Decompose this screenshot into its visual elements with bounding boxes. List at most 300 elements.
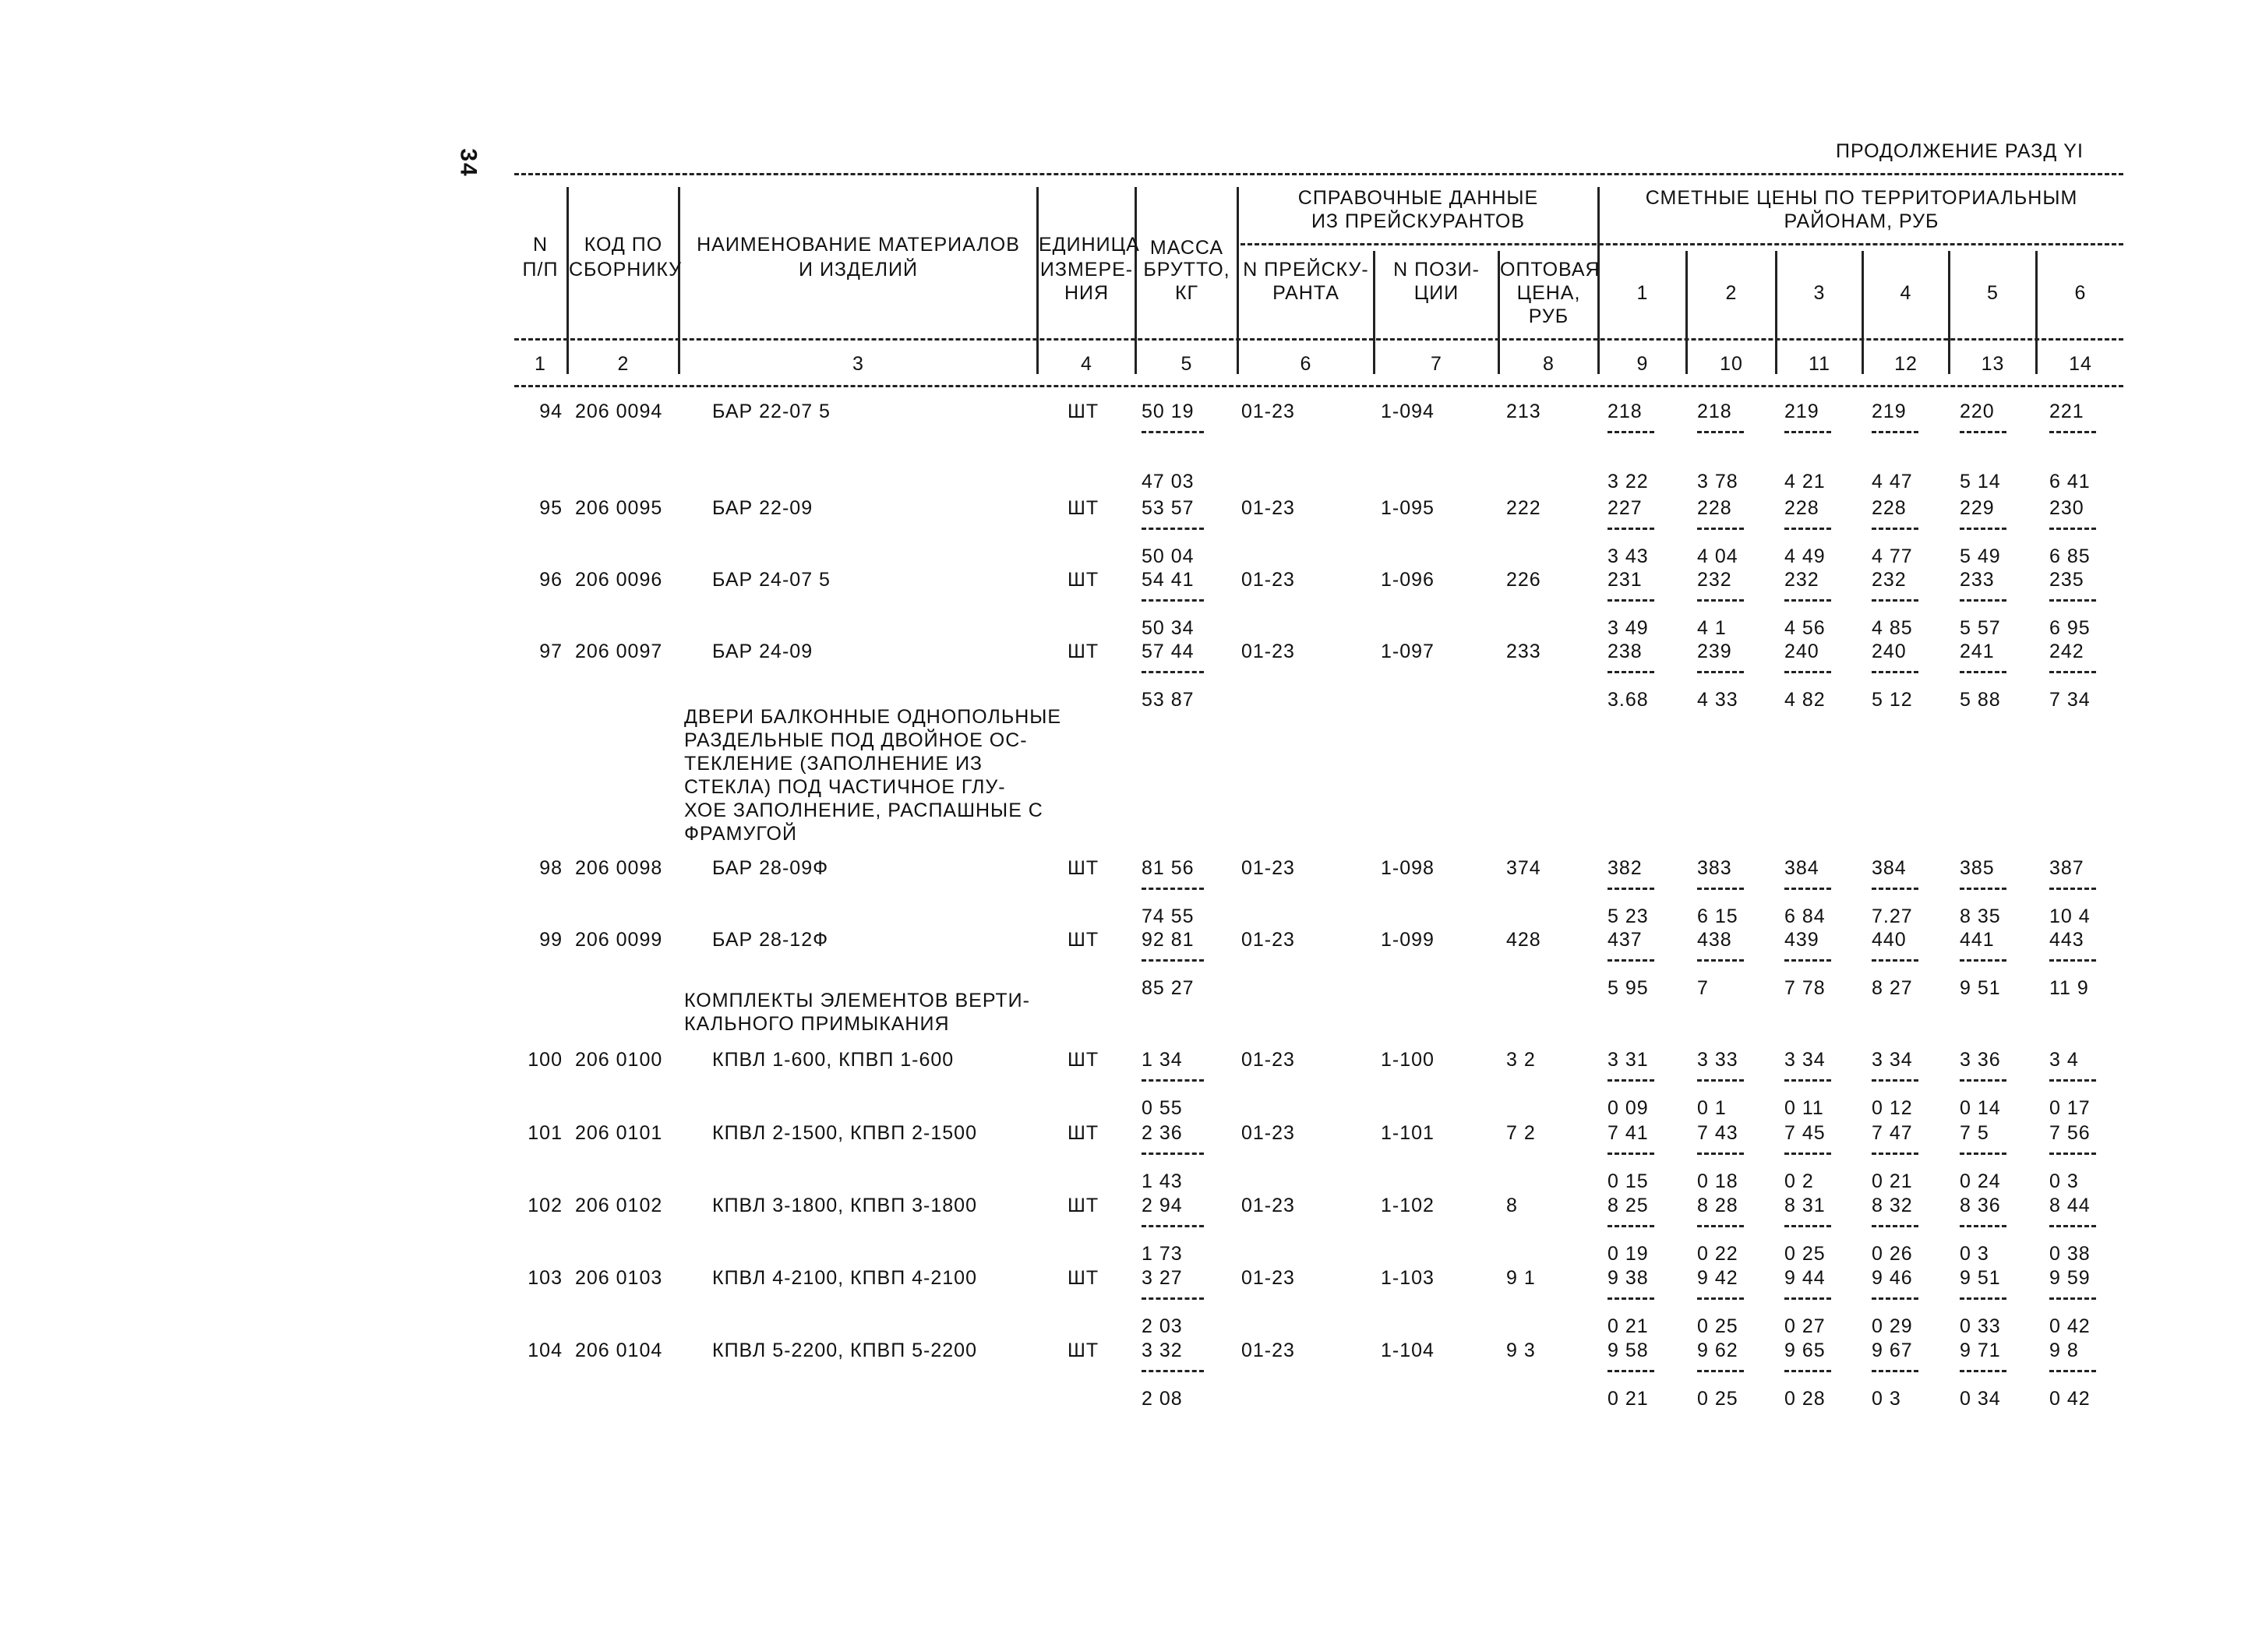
row-region-sub: 8 35 xyxy=(1960,905,2001,927)
row-name: КПВЛ 5-2200, КПВП 5-2200 xyxy=(712,1340,977,1361)
row-code: 206 0099 xyxy=(575,929,663,951)
row-region-price: 440 xyxy=(1872,929,1907,951)
rule-colnum-top xyxy=(514,338,2123,341)
row-position: 1-098 xyxy=(1381,857,1435,879)
row-region-price: 232 xyxy=(1784,569,1819,591)
row-code: 206 0103 xyxy=(575,1267,663,1289)
row-region-price: 232 xyxy=(1697,569,1732,591)
hdr-npp-1: N xyxy=(532,234,549,256)
row-region-price: 443 xyxy=(2049,929,2084,951)
column-number: 4 xyxy=(1081,353,1092,375)
row-region-sub: 0 21 xyxy=(1608,1315,1649,1337)
row-position: 1-096 xyxy=(1381,569,1435,591)
value-divider xyxy=(1960,1225,2006,1227)
row-region-price: 235 xyxy=(2049,569,2084,591)
row-region-price: 384 xyxy=(1872,857,1907,879)
value-divider xyxy=(1697,1297,1744,1300)
row-region-price: 9 59 xyxy=(2049,1267,2091,1289)
row-region-price: 385 xyxy=(1960,857,1995,879)
row-name: БАР 24-07 5 xyxy=(712,569,831,591)
row-wholesale-price: 226 xyxy=(1506,569,1541,591)
row-region-price: 9 71 xyxy=(1960,1340,2001,1361)
row-region-sub: 0 17 xyxy=(2049,1097,2091,1119)
value-divider xyxy=(2049,1079,2096,1082)
hdr-pos-1: N ПОЗИ- xyxy=(1393,259,1480,281)
row-region-sub: 0 34 xyxy=(1960,1388,2001,1410)
value-divider xyxy=(1784,528,1831,530)
row-region-price: 7 43 xyxy=(1697,1122,1738,1144)
row-region-price: 229 xyxy=(1960,497,1995,519)
row-position: 1-095 xyxy=(1381,497,1435,519)
row-mass: 3 32 xyxy=(1142,1340,1183,1361)
row-unit: ШТ xyxy=(1068,569,1099,591)
row-region-price: 9 44 xyxy=(1784,1267,1826,1289)
row-mass-sub: 1 73 xyxy=(1142,1243,1183,1265)
row-position: 1-104 xyxy=(1381,1340,1435,1361)
row-region-sub: 0 3 xyxy=(1960,1243,1989,1265)
row-mass: 54 41 xyxy=(1142,569,1195,591)
row-region-price: 238 xyxy=(1608,641,1643,662)
row-region-price: 228 xyxy=(1872,497,1907,519)
value-divider xyxy=(1608,528,1654,530)
row-wholesale-price: 428 xyxy=(1506,929,1541,951)
value-divider xyxy=(1697,1370,1744,1372)
value-divider xyxy=(2049,888,2096,890)
row-region-sub: 0 33 xyxy=(1960,1315,2001,1337)
value-divider xyxy=(1784,599,1831,602)
value-divider xyxy=(1872,1225,1918,1227)
row-region-sub: 9 51 xyxy=(1960,977,2001,999)
row-number: 100 xyxy=(528,1049,563,1071)
row-code: 206 0104 xyxy=(575,1340,663,1361)
row-region-sub: 6 84 xyxy=(1784,905,1826,927)
row-region-price: 230 xyxy=(2049,497,2084,519)
column-number: 8 xyxy=(1543,353,1555,375)
row-pricelist: 01-23 xyxy=(1241,1267,1295,1289)
row-region-price: 7 56 xyxy=(2049,1122,2091,1144)
row-region-price: 231 xyxy=(1608,569,1643,591)
value-divider xyxy=(1784,1297,1831,1300)
hdr-npp-2: П/П xyxy=(522,259,559,281)
row-region-price: 232 xyxy=(1872,569,1907,591)
value-divider xyxy=(1142,1153,1204,1155)
row-region-sub: 5 57 xyxy=(1960,617,2001,639)
row-number: 98 xyxy=(539,857,563,879)
value-divider xyxy=(1697,431,1744,433)
row-position: 1-101 xyxy=(1381,1122,1435,1144)
column-number: 2 xyxy=(617,353,630,375)
row-region-price: 227 xyxy=(1608,497,1643,519)
row-unit: ШТ xyxy=(1068,1195,1099,1216)
row-name: КПВЛ 1-600, КПВП 1-600 xyxy=(712,1049,955,1071)
value-divider xyxy=(1960,599,2006,602)
row-position: 1-099 xyxy=(1381,929,1435,951)
value-divider xyxy=(1872,1370,1918,1372)
row-position: 1-100 xyxy=(1381,1049,1435,1071)
hdr-price-1: ОПТОВАЯ xyxy=(1500,259,1600,281)
row-name: КПВЛ 3-1800, КПВП 3-1800 xyxy=(712,1195,977,1216)
row-region-price: 228 xyxy=(1697,497,1732,519)
row-region-sub: 0 09 xyxy=(1608,1097,1649,1119)
column-number: 14 xyxy=(2069,353,2092,375)
row-region-sub: 0 19 xyxy=(1608,1243,1649,1265)
row-region-price: 9 38 xyxy=(1608,1267,1649,1289)
row-unit: ШТ xyxy=(1068,1122,1099,1144)
row-region-price: 241 xyxy=(1960,641,1995,662)
rule-colnum-bottom xyxy=(514,385,2123,387)
row-region-price: 3 36 xyxy=(1960,1049,2001,1071)
row-wholesale-price: 213 xyxy=(1506,401,1541,422)
hdr-code-2: СБОРНИКУ xyxy=(569,259,683,281)
value-divider xyxy=(2049,599,2096,602)
row-mass-sub: 2 08 xyxy=(1142,1388,1183,1410)
row-region-sub: 0 22 xyxy=(1697,1243,1738,1265)
group-title-doors: ДВЕРИ БАЛКОННЫЕ ОДНОПОЛЬНЫЕ xyxy=(684,706,1062,728)
row-wholesale-price: 3 2 xyxy=(1506,1049,1536,1071)
row-unit: ШТ xyxy=(1068,497,1099,519)
row-pricelist: 01-23 xyxy=(1241,1122,1295,1144)
value-divider xyxy=(1608,1153,1654,1155)
hdr-price-2: ЦЕНА, xyxy=(1516,282,1581,304)
hdr-pos-2: ЦИИ xyxy=(1413,282,1459,304)
row-region-sub: 8 27 xyxy=(1872,977,1913,999)
row-code: 206 0096 xyxy=(575,569,663,591)
row-region-sub: 0 21 xyxy=(1872,1170,1913,1192)
row-region-price: 439 xyxy=(1784,929,1819,951)
group-title-doors: ТЕКЛЕНИЕ (ЗАПОЛНЕНИЕ ИЗ xyxy=(684,753,983,775)
row-region-sub: 10 4 xyxy=(2049,905,2091,927)
row-region-sub: 5 95 xyxy=(1608,977,1649,999)
row-code: 206 0094 xyxy=(575,401,663,422)
row-region-sub: 0 25 xyxy=(1697,1388,1738,1410)
value-divider xyxy=(1784,888,1831,890)
row-pricelist: 01-23 xyxy=(1241,929,1295,951)
row-region-sub: 0 27 xyxy=(1784,1315,1826,1337)
value-divider xyxy=(1960,431,2006,433)
row-number: 94 xyxy=(539,401,563,422)
row-mass: 2 36 xyxy=(1142,1122,1183,1144)
row-unit: ШТ xyxy=(1068,857,1099,879)
row-mass-sub: 50 34 xyxy=(1142,617,1195,639)
row-region-sub: 0 24 xyxy=(1960,1170,2001,1192)
row-unit: ШТ xyxy=(1068,929,1099,951)
group-title-doors: ФРАМУГОЙ xyxy=(684,823,797,845)
row-mass: 57 44 xyxy=(1142,641,1195,662)
rule-group xyxy=(1240,243,2123,245)
value-divider xyxy=(1872,599,1918,602)
row-region-price: 387 xyxy=(2049,857,2084,879)
hdr-mass-2: БРУТТО, xyxy=(1143,259,1230,281)
section-continuation: ПРОДОЛЖЕНИЕ РАЗД YI xyxy=(1836,140,2084,162)
value-divider xyxy=(1784,959,1831,962)
row-region-sub: 0 3 xyxy=(1872,1388,1901,1410)
row-mass: 50 19 xyxy=(1142,401,1195,422)
row-region-sub: 4 77 xyxy=(1872,545,1913,567)
value-divider xyxy=(1697,959,1744,962)
vrule xyxy=(1036,187,1039,374)
row-unit: ШТ xyxy=(1068,641,1099,662)
region-header: 3 xyxy=(1813,282,1826,304)
row-number: 96 xyxy=(539,569,563,591)
row-region-price: 240 xyxy=(1784,641,1819,662)
row-region-sub: 0 15 xyxy=(1608,1170,1649,1192)
column-number: 6 xyxy=(1300,353,1312,375)
row-region-sub: 0 12 xyxy=(1872,1097,1913,1119)
row-code: 206 0098 xyxy=(575,857,663,879)
row-region-sub: 5 88 xyxy=(1960,689,2001,711)
row-pricelist: 01-23 xyxy=(1241,1340,1295,1361)
value-divider xyxy=(1784,1079,1831,1082)
row-region-sub: 3.68 xyxy=(1608,689,1649,711)
row-region-price: 384 xyxy=(1784,857,1819,879)
hdr-ref-1: СПРАВОЧНЫЕ ДАННЫЕ xyxy=(1297,187,1539,209)
row-region-price: 9 65 xyxy=(1784,1340,1826,1361)
value-divider xyxy=(1142,1297,1204,1300)
row-region-sub: 7 xyxy=(1697,977,1709,999)
value-divider xyxy=(1142,599,1204,602)
hdr-code-1: КОД ПО xyxy=(584,234,663,256)
row-region-sub: 0 42 xyxy=(2049,1388,2091,1410)
value-divider xyxy=(1608,1225,1654,1227)
value-divider xyxy=(1608,959,1654,962)
row-name: БАР 22-07 5 xyxy=(712,401,831,422)
value-divider xyxy=(1608,888,1654,890)
hdr-mass-1: МАССА xyxy=(1149,237,1224,259)
row-wholesale-price: 233 xyxy=(1506,641,1541,662)
row-unit: ШТ xyxy=(1068,1049,1099,1071)
value-divider xyxy=(2049,1153,2096,1155)
row-name: БАР 28-09Ф xyxy=(712,857,829,879)
row-mass-sub: 2 03 xyxy=(1142,1315,1183,1337)
row-region-sub: 3 49 xyxy=(1608,617,1649,639)
value-divider xyxy=(1960,1079,2006,1082)
row-region-sub: 5 12 xyxy=(1872,689,1913,711)
row-region-price: 382 xyxy=(1608,857,1643,879)
row-region-price: 220 xyxy=(1960,401,1995,422)
value-divider xyxy=(1608,1079,1654,1082)
row-region-sub: 3 22 xyxy=(1608,471,1649,492)
rule-top xyxy=(514,173,2123,175)
row-region-sub: 4 56 xyxy=(1784,617,1826,639)
row-pricelist: 01-23 xyxy=(1241,569,1295,591)
row-position: 1-094 xyxy=(1381,401,1435,422)
row-region-sub: 4 1 xyxy=(1697,617,1727,639)
row-wholesale-price: 222 xyxy=(1506,497,1541,519)
row-number: 102 xyxy=(528,1195,563,1216)
value-divider xyxy=(2049,671,2096,673)
row-region-price: 9 62 xyxy=(1697,1340,1738,1361)
row-mass: 81 56 xyxy=(1142,857,1195,879)
region-header: 4 xyxy=(1900,282,1912,304)
column-number: 9 xyxy=(1636,353,1649,375)
row-mass-sub: 50 04 xyxy=(1142,545,1195,567)
value-divider xyxy=(1960,1297,2006,1300)
row-region-price: 240 xyxy=(1872,641,1907,662)
value-divider xyxy=(1697,1153,1744,1155)
row-pricelist: 01-23 xyxy=(1241,1195,1295,1216)
region-header: 1 xyxy=(1636,282,1649,304)
row-region-sub: 5 23 xyxy=(1608,905,1649,927)
row-code: 206 0100 xyxy=(575,1049,663,1071)
row-region-sub: 6 15 xyxy=(1697,905,1738,927)
row-region-price: 8 28 xyxy=(1697,1195,1738,1216)
value-divider xyxy=(1784,431,1831,433)
row-region-price: 383 xyxy=(1697,857,1732,879)
value-divider xyxy=(1872,888,1918,890)
hdr-unit-2: ИЗМЕРЕ- xyxy=(1039,259,1134,281)
row-region-sub: 0 14 xyxy=(1960,1097,2001,1119)
row-region-sub: 0 29 xyxy=(1872,1315,1913,1337)
column-number: 5 xyxy=(1180,353,1193,375)
group-title-doors: ХОЕ ЗАПОЛНЕНИЕ, РАСПАШНЫЕ С xyxy=(684,800,1043,821)
row-code: 206 0095 xyxy=(575,497,663,519)
row-unit: ШТ xyxy=(1068,401,1099,422)
group-title-doors: РАЗДЕЛЬНЫЕ ПОД ДВОЙНОЕ ОС- xyxy=(684,729,1028,751)
row-region-sub: 4 04 xyxy=(1697,545,1738,567)
row-wholesale-price: 9 1 xyxy=(1506,1267,1536,1289)
row-region-price: 8 25 xyxy=(1608,1195,1649,1216)
value-divider xyxy=(1697,888,1744,890)
value-divider xyxy=(1142,528,1204,530)
hdr-name-2: И ИЗДЕЛИЙ xyxy=(799,259,918,281)
row-region-price: 7 41 xyxy=(1608,1122,1649,1144)
row-number: 104 xyxy=(528,1340,563,1361)
row-region-price: 7 45 xyxy=(1784,1122,1826,1144)
row-wholesale-price: 7 2 xyxy=(1506,1122,1536,1144)
row-region-price: 3 33 xyxy=(1697,1049,1738,1071)
value-divider xyxy=(1872,1297,1918,1300)
group-title-doors: СТЕКЛА) ПОД ЧАСТИЧНОЕ ГЛУ- xyxy=(684,776,1006,798)
row-wholesale-price: 9 3 xyxy=(1506,1340,1536,1361)
region-header: 5 xyxy=(1987,282,1999,304)
row-unit: ШТ xyxy=(1068,1340,1099,1361)
row-region-price: 219 xyxy=(1784,401,1819,422)
row-region-sub: 0 25 xyxy=(1697,1315,1738,1337)
row-number: 101 xyxy=(528,1122,563,1144)
row-number: 103 xyxy=(528,1267,563,1289)
value-divider xyxy=(2049,1370,2096,1372)
row-mass: 92 81 xyxy=(1142,929,1195,951)
value-divider xyxy=(1142,671,1204,673)
value-divider xyxy=(2049,959,2096,962)
row-region-price: 3 34 xyxy=(1784,1049,1826,1071)
row-region-price: 239 xyxy=(1697,641,1732,662)
row-region-price: 9 46 xyxy=(1872,1267,1913,1289)
row-region-sub: 6 95 xyxy=(2049,617,2091,639)
value-divider xyxy=(1960,1153,2006,1155)
row-region-sub: 4 21 xyxy=(1784,471,1826,492)
row-pricelist: 01-23 xyxy=(1241,401,1295,422)
value-divider xyxy=(1697,1079,1744,1082)
row-wholesale-price: 8 xyxy=(1506,1195,1518,1216)
row-mass: 2 94 xyxy=(1142,1195,1183,1216)
row-pricelist: 01-23 xyxy=(1241,497,1295,519)
value-divider xyxy=(1142,431,1204,433)
value-divider xyxy=(1142,1370,1204,1372)
value-divider xyxy=(1784,1370,1831,1372)
value-divider xyxy=(1872,1079,1918,1082)
row-mass-sub: 47 03 xyxy=(1142,471,1195,492)
row-region-price: 3 31 xyxy=(1608,1049,1649,1071)
row-pricelist: 01-23 xyxy=(1241,857,1295,879)
row-mass-sub: 74 55 xyxy=(1142,905,1195,927)
column-number: 1 xyxy=(535,353,546,375)
hdr-unit-3: НИЯ xyxy=(1064,282,1110,304)
hdr-pr-2: РАНТА xyxy=(1272,282,1339,304)
column-number: 11 xyxy=(1809,353,1830,375)
group-title-kits: КОМПЛЕКТЫ ЭЛЕМЕНТОВ ВЕРТИ- xyxy=(684,990,1030,1011)
row-name: БАР 28-12Ф xyxy=(712,929,829,951)
row-region-sub: 4 82 xyxy=(1784,689,1826,711)
value-divider xyxy=(1872,1153,1918,1155)
value-divider xyxy=(2049,431,2096,433)
value-divider xyxy=(1608,671,1654,673)
row-position: 1-097 xyxy=(1381,641,1435,662)
row-region-sub: 0 42 xyxy=(2049,1315,2091,1337)
row-region-price: 233 xyxy=(1960,569,1995,591)
row-region-sub: 7 34 xyxy=(2049,689,2091,711)
value-divider xyxy=(1872,671,1918,673)
row-number: 95 xyxy=(539,497,563,519)
value-divider xyxy=(1872,528,1918,530)
row-wholesale-price: 374 xyxy=(1506,857,1541,879)
row-region-sub: 6 85 xyxy=(2049,545,2091,567)
value-divider xyxy=(1142,959,1204,962)
column-number: 12 xyxy=(1894,353,1918,375)
value-divider xyxy=(2049,1297,2096,1300)
row-mass: 3 27 xyxy=(1142,1267,1183,1289)
row-region-price: 8 31 xyxy=(1784,1195,1826,1216)
page-number: 34 xyxy=(455,148,482,178)
value-divider xyxy=(1960,528,2006,530)
row-region-sub: 0 38 xyxy=(2049,1243,2091,1265)
group-title-kits: КАЛЬНОГО ПРИМЫКАНИЯ xyxy=(684,1013,950,1035)
hdr-prices-1: СМЕТНЫЕ ЦЕНЫ ПО ТЕРРИТОРИАЛЬНЫМ xyxy=(1645,187,2078,209)
row-code: 206 0101 xyxy=(575,1122,663,1144)
row-region-price: 9 67 xyxy=(1872,1340,1913,1361)
row-region-sub: 4 33 xyxy=(1697,689,1738,711)
value-divider xyxy=(1697,599,1744,602)
value-divider xyxy=(1784,1225,1831,1227)
row-region-sub: 0 1 xyxy=(1697,1097,1727,1119)
row-region-sub: 5 14 xyxy=(1960,471,2001,492)
row-region-sub: 0 18 xyxy=(1697,1170,1738,1192)
row-pricelist: 01-23 xyxy=(1241,641,1295,662)
row-mass-sub: 85 27 xyxy=(1142,977,1195,999)
row-region-price: 7 5 xyxy=(1960,1122,1989,1144)
row-position: 1-102 xyxy=(1381,1195,1435,1216)
vrule xyxy=(678,187,680,374)
value-divider xyxy=(1608,431,1654,433)
value-divider xyxy=(1142,888,1204,890)
row-name: БАР 22-09 xyxy=(712,497,813,519)
row-mass-sub: 53 87 xyxy=(1142,689,1195,711)
value-divider xyxy=(1784,671,1831,673)
row-region-sub: 0 2 xyxy=(1784,1170,1814,1192)
row-region-price: 441 xyxy=(1960,929,1995,951)
row-region-price: 437 xyxy=(1608,929,1643,951)
vrule xyxy=(1135,187,1137,374)
column-number: 13 xyxy=(1981,353,2005,375)
row-region-sub: 6 41 xyxy=(2049,471,2091,492)
value-divider xyxy=(1608,1370,1654,1372)
row-mass-sub: 1 43 xyxy=(1142,1170,1183,1192)
value-divider xyxy=(1960,671,2006,673)
row-region-sub: 0 11 xyxy=(1784,1097,1824,1119)
hdr-mass-3: КГ xyxy=(1174,282,1199,304)
value-divider xyxy=(1784,1153,1831,1155)
row-unit: ШТ xyxy=(1068,1267,1099,1289)
